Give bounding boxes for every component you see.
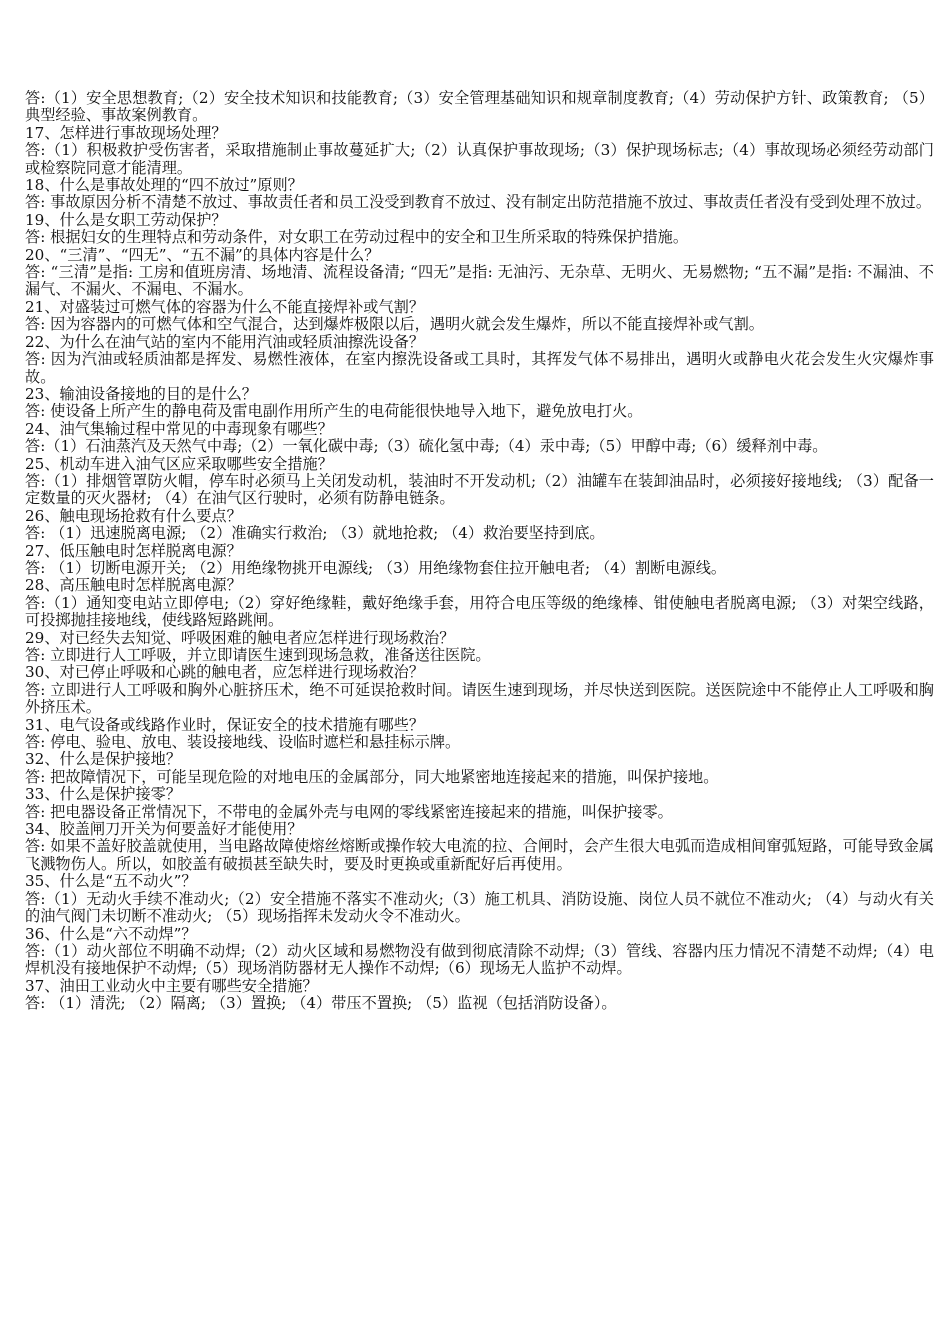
question-35: 35、什么是“五不动火”？ [25,872,197,891]
question-37: 37、油田工业动火中主要有哪些安全措施？ [25,976,318,995]
answer-29: 答: 立即进行人工呼吸，并立即请医生速到现场急救，准备送往医院。 [25,646,491,664]
answer-30: 答: 立即进行人工呼吸和胸外心脏挤压术，绝不可延误抢救时间。请医生速到现场，并尽快送到医院。送医院途中不能停止人工呼吸和胸外挤压术。 [25,680,934,717]
answer-26: 答: （1）迅速脱离电源; （2）准确实行救治; （3）就地抢救; （4）救治要坚持到底。 [25,524,605,543]
question-28: 28、高压触电时怎样脱离电源？ [25,576,242,595]
answer-35: 答:（1）无动火手续不准动火;（2）安全措施不落实不准动火;（3）施工机具、消防设施、岗位人员不就位不准动火; （4）与动火有关的油气阀门未切断不准动火; （5）现场指挥未发动火令不准动火。 [25,889,934,926]
question-27: 27、低压触电时怎样脱离电源？ [25,541,242,560]
question-24: 24、油气集输过程中常见的中毒现象有哪些？ [25,419,333,438]
answer-25: 答:（1）排烟管罩防火帽，停车时必须马上关闭发动机，装油时不开发动机;（2）油罐车在装卸油品时，必须接好接地线; （3）配备一定数量的灭火器材; （4）在油气区行驶时，必须有防静电链条。 [25,471,934,508]
question-17: 17、怎样进行事故现场处理？ [25,123,227,142]
answer-17: 答:（1）积极救护受伤害者，采取措施制止事故蔓延扩大;（2）认真保护事故现场;（3）保护现场标志;（4）事故现场必须经劳动部门或检察院同意才能清理。 [25,141,934,177]
answer-33: 答: 把电器设备正常情况下，不带电的金属外壳与电网的零线紧密连接起来的措施，叫保护接零。 [25,802,673,821]
answer-22: 答: 因为汽油或轻质油都是挥发、易燃性液体，在室内擦洗设备或工具时，其挥发气体不易排出，遇明火或静电火花会发生火灾爆炸事故。 [25,350,934,386]
answer-19: 答: 根据妇女的生理特点和劳动条件，对女职工在劳动过程中的安全和卫生所采取的特殊保护措施。 [25,228,689,247]
question-34: 34、胶盖闸刀开关为何要盖好才能使用？ [25,820,303,839]
answer-32: 答: 把故障情况下，可能呈现危险的对地电压的金属部分，同大地紧密地连接起来的措施，叫保护接地。 [25,767,719,786]
question-25: 25、机动车进入油气区应采取哪些安全措施？ [25,454,333,473]
question-21: 21、对盛装过可燃气体的容器为什么不能直接焊补或气割？ [25,297,425,316]
answer-31: 答: 停电、验电、放电、装设接地线、设临时遮栏和悬挂标示牌。 [25,733,461,752]
question-19: 19、什么是女职工劳动保护？ [25,210,227,229]
answer-16: 答:（1）安全思想教育;（2）安全技术知识和技能教育;（3）安全管理基础知识和规章制度教育;（4）劳动保护方针、政策教育; （5）典型经验、事故案例教育。 [25,89,934,125]
question-18: 18、什么是事故处理的“四不放过”原则？ [25,176,303,195]
answer-27: 答: （1）切断电源开关; （2）用绝缘物挑开电源线; （3）用绝缘物套住拉开触电者; （4）割断电源线。 [25,558,727,577]
answer-24: 答:（1）石油蒸汽及天然气中毒;（2）一氧化碳中毒;（3）硫化氢中毒;（4）汞中毒;（5）甲醇中毒;（6）缓释剂中毒。 [25,437,828,456]
question-36: 36、什么是“六不动焊”？ [25,924,197,943]
question-29: 29、对已经失去知觉、呼吸困难的触电者应怎样进行现场救治？ [25,628,455,647]
answer-23: 答: 使设备上所产生的静电荷及雷电副作用所产生的电荷能很快地导入地下，避免放电打火。 [25,402,643,421]
question-26: 26、触电现场抢救有什么要点？ [25,506,242,525]
question-32: 32、什么是保护接地？ [25,750,182,769]
answer-37: 答: （1）清洗; （2）隔离; （3）置换; （4）带压不置换; （5）监视（包括消防设备）。 [25,994,617,1013]
answer-34: 答: 如果不盖好胶盖就使用，当电路故障使熔丝熔断或操作较大电流的拉、合闸时，会产生很大电弧而造成相间窜弧短路，可能导致金属飞溅物伤人。所以，如胶盖有破损甚至缺失时，要及时更换或重新配好后再使用。 [25,837,934,873]
answer-20: 答: “三清”是指: 工房和值班房清、场地清、流程设备清; “四无”是指: 无油污、无杂草、无明火、无易燃物; “五不漏”是指: 不漏油、不漏气、不漏火、不漏电、不漏水。 [25,263,934,299]
answer-18: 答: 事故原因分析不清楚不放过、事故责任者和员工没受到教育不放过、没有制定出防范措施不放过、事故责任者没有受到处理不放过。 [25,193,932,212]
question-23: 23、输油设备接地的目的是什么？ [25,384,257,403]
answer-28: 答:（1）通知变电站立即停电;（2）穿好绝缘鞋，戴好绝缘手套，用符合电压等级的绝缘棒、钳使触电者脱离电源; （3）对架空线路，可投掷抛挂接地线，使线路短路跳闸。 [25,593,934,630]
answer-21: 答: 因为容器内的可燃气体和空气混合，达到爆炸极限以后，遇明火就会发生爆炸，所以不能直接焊补或气割。 [25,315,764,334]
question-20: 20、“三清”、“四无”、“五不漏”的具体内容是什么？ [25,245,380,264]
question-31: 31、电气设备或线路作业时，保证安全的技术措施有哪些？ [25,715,425,734]
question-30: 30、对已停止呼吸和心跳的触电者，应怎样进行现场救治？ [25,663,425,682]
question-22: 22、为什么在油气站的室内不能用汽油或轻质油擦洗设备？ [25,332,425,351]
answer-36: 答:（1）动火部位不明确不动焊;（2）动火区域和易燃物没有做到彻底清除不动焊;（3）管线、容器内压力情况不清楚不动焊;（4）电焊机没有接地保护不动焊;（5）现场消防器材无人操作不动焊;（6）现场无人监护不动焊。 [25,941,934,978]
question-33: 33、什么是保护接零？ [25,785,182,804]
